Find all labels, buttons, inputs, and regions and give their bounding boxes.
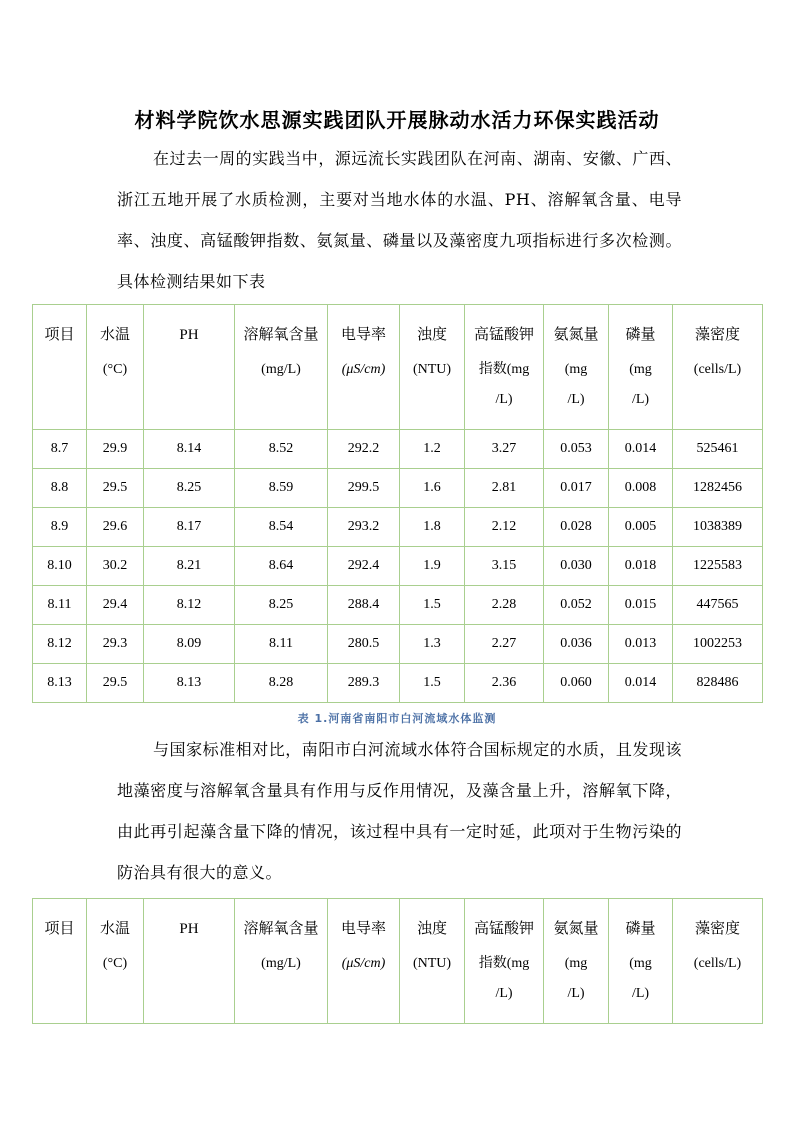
table-header-row	[33, 899, 763, 1024]
header-unit: (mg	[564, 362, 588, 377]
header-name: 磷量	[625, 921, 656, 937]
table-cell: 8.59	[235, 469, 328, 508]
table-cell: 1002253	[673, 625, 763, 664]
header-unit: /L)	[631, 392, 650, 407]
table-cell: 293.2	[328, 508, 400, 547]
table-cell: 292.2	[328, 430, 400, 469]
table-cell: 8.10	[33, 547, 87, 586]
header-unit: /L)	[567, 986, 585, 1001]
table-cell: 2.27	[465, 625, 544, 664]
table-cell: 29.9	[87, 430, 144, 469]
header-cell	[465, 899, 544, 1024]
table-cell: 299.5	[328, 469, 400, 508]
table-cell: 1.2	[400, 430, 465, 469]
header-unit: (cells/L)	[693, 956, 742, 971]
table-cell: 280.5	[328, 625, 400, 664]
header-cell	[400, 899, 465, 1024]
table-cell: 8.52	[235, 430, 328, 469]
header-cell	[465, 305, 544, 430]
table-cell: 1038389	[673, 508, 763, 547]
table-cell: 1.9	[400, 547, 465, 586]
table-cell: 8.7	[33, 430, 87, 469]
header-name: PH	[179, 327, 199, 343]
table-cell: 8.17	[144, 508, 235, 547]
header-unit: /L)	[631, 986, 650, 1001]
table-header-row	[33, 305, 763, 430]
header-unit: (°C)	[102, 362, 128, 377]
table-cell: 8.12	[33, 625, 87, 664]
header-unit: (cells/L)	[693, 362, 742, 377]
table-cell: 0.013	[609, 625, 673, 664]
header-cell	[328, 305, 400, 430]
table-cell: 8.12	[144, 586, 235, 625]
header-name: 氨氮量	[553, 327, 599, 343]
table-row	[33, 469, 763, 508]
table-row	[33, 664, 763, 703]
table-cell: 1.5	[400, 664, 465, 703]
header-unit: /L)	[567, 392, 585, 407]
table-cell: 0.008	[609, 469, 673, 508]
table-cell: 8.13	[33, 664, 87, 703]
header-name: 藻密度	[694, 921, 740, 937]
header-name: 磷量	[625, 327, 656, 343]
table-cell: 8.09	[144, 625, 235, 664]
header-name: 水温	[99, 327, 130, 343]
header-unit: (mg	[629, 956, 652, 971]
header-cell	[33, 305, 87, 430]
table-cell: 828486	[673, 664, 763, 703]
header-name: 氨氮量	[553, 921, 599, 937]
table-cell: 8.28	[235, 664, 328, 703]
header-cell	[400, 305, 465, 430]
table-cell: 2.28	[465, 586, 544, 625]
table-cell: 8.21	[144, 547, 235, 586]
table-cell: 0.036	[544, 625, 609, 664]
table-cell: 30.2	[87, 547, 144, 586]
table-cell: 1.3	[400, 625, 465, 664]
water-quality-table-2	[32, 898, 763, 1024]
header-cell	[609, 305, 673, 430]
header-cell	[235, 899, 328, 1024]
header-cell	[544, 305, 609, 430]
page-title: 材料学院饮水思源实践团队开展脉动水活力环保实践活动	[134, 108, 660, 132]
header-unit: /L)	[495, 986, 513, 1001]
table-cell: 29.3	[87, 625, 144, 664]
table-cell: 8.9	[33, 508, 87, 547]
table-cell: 2.12	[465, 508, 544, 547]
table-cell: 0.053	[544, 430, 609, 469]
table-cell: 8.25	[144, 469, 235, 508]
header-name: 浊度	[416, 921, 447, 937]
table-cell: 1.6	[400, 469, 465, 508]
table-cell: 8.11	[235, 625, 328, 664]
table-cell: 29.6	[87, 508, 144, 547]
table-cell: 1.5	[400, 586, 465, 625]
table-cell: 29.5	[87, 664, 144, 703]
header-unit: (μS/cm)	[341, 956, 386, 971]
table-cell: 292.4	[328, 547, 400, 586]
header-cell	[673, 305, 763, 430]
table-cell: 0.052	[544, 586, 609, 625]
table-caption: 表 1.河南省南阳市白河流域水体监测	[297, 712, 497, 725]
table-cell: 8.64	[235, 547, 328, 586]
table-cell: 29.5	[87, 469, 144, 508]
header-name: PH	[179, 921, 199, 937]
table-cell: 1225583	[673, 547, 763, 586]
table-cell: 0.014	[609, 430, 673, 469]
table-cell: 289.3	[328, 664, 400, 703]
header-cell	[144, 305, 235, 430]
header-name: 溶解氧含量	[243, 327, 319, 343]
table-cell: 8.25	[235, 586, 328, 625]
header-unit: (mg/L)	[261, 362, 301, 377]
table-cell: 29.4	[87, 586, 144, 625]
header-name: 高锰酸钾	[473, 921, 534, 937]
table-cell: 8.8	[33, 469, 87, 508]
table-cell: 0.028	[544, 508, 609, 547]
header-cell	[235, 305, 328, 430]
conclusion-text: 与国家标准相对比，南阳市白河流域水体符合国标规定的水质，且发现该地藻密度与溶解氧含量具有作用与反作用情况，及藻含量上升，溶解氧下降，由此再引起藻含量下降的情况，该过程中具有一定时延，此项对于生物污染的防治具有很大的意义。	[117, 740, 682, 882]
conclusion-paragraph	[117, 729, 682, 893]
header-name: 浊度	[416, 327, 447, 343]
table-row	[33, 586, 763, 625]
table-cell: 0.015	[609, 586, 673, 625]
header-cell	[609, 899, 673, 1024]
intro-paragraph	[117, 138, 682, 302]
intro-text: 在过去一周的实践当中，源远流长实践团队在河南、湖南、安徽、广西、浙江五地开展了水质检测，主要对当地水体的水温、PH、溶解氧含量、电导率、浊度、高锰酸钾指数、氨氮量、磷量以及藻密度九项指标进行多次检测。具体检测结果如下表	[117, 149, 682, 291]
header-unit: /L)	[495, 392, 513, 407]
header-cell	[33, 899, 87, 1024]
table-cell: 8.13	[144, 664, 235, 703]
table-cell: 2.36	[465, 664, 544, 703]
header-name: 藻密度	[694, 327, 740, 343]
header-unit: (μS/cm)	[341, 362, 386, 377]
header-cell	[144, 899, 235, 1024]
table-row	[33, 547, 763, 586]
header-name: 电导率	[340, 327, 386, 343]
header-unit: (°C)	[102, 956, 128, 971]
header-name: 项目	[44, 327, 75, 343]
header-cell	[87, 305, 144, 430]
header-cell	[544, 899, 609, 1024]
table-cell: 447565	[673, 586, 763, 625]
header-name: 高锰酸钾	[473, 327, 534, 343]
table-cell: 1.8	[400, 508, 465, 547]
table-cell: 288.4	[328, 586, 400, 625]
table-cell: 0.017	[544, 469, 609, 508]
table-cell: 525461	[673, 430, 763, 469]
header-cell	[328, 899, 400, 1024]
table-cell: 3.27	[465, 430, 544, 469]
header-unit: (mg	[629, 362, 652, 377]
header-name: 电导率	[340, 921, 386, 937]
header-name: 项目	[44, 921, 75, 937]
table-cell: 0.005	[609, 508, 673, 547]
header-unit: 指数(mg	[478, 362, 530, 377]
table-cell: 0.030	[544, 547, 609, 586]
header-unit: (mg	[564, 956, 588, 971]
header-name: 水温	[99, 921, 130, 937]
table-cell: 0.060	[544, 664, 609, 703]
table-row	[33, 508, 763, 547]
table-row	[33, 625, 763, 664]
water-quality-table-1	[32, 304, 763, 703]
table-cell: 0.014	[609, 664, 673, 703]
table-cell: 8.54	[235, 508, 328, 547]
table-cell: 8.11	[33, 586, 87, 625]
header-cell	[673, 899, 763, 1024]
table-row	[33, 430, 763, 469]
header-cell	[87, 899, 144, 1024]
table-cell: 8.14	[144, 430, 235, 469]
header-unit: (NTU)	[412, 362, 452, 377]
header-unit: (mg/L)	[261, 956, 301, 971]
table-cell: 0.018	[609, 547, 673, 586]
header-unit: 指数(mg	[478, 956, 530, 971]
header-unit: (NTU)	[412, 956, 452, 971]
table-cell: 2.81	[465, 469, 544, 508]
header-name: 溶解氧含量	[243, 921, 319, 937]
table-cell: 3.15	[465, 547, 544, 586]
table-cell: 1282456	[673, 469, 763, 508]
